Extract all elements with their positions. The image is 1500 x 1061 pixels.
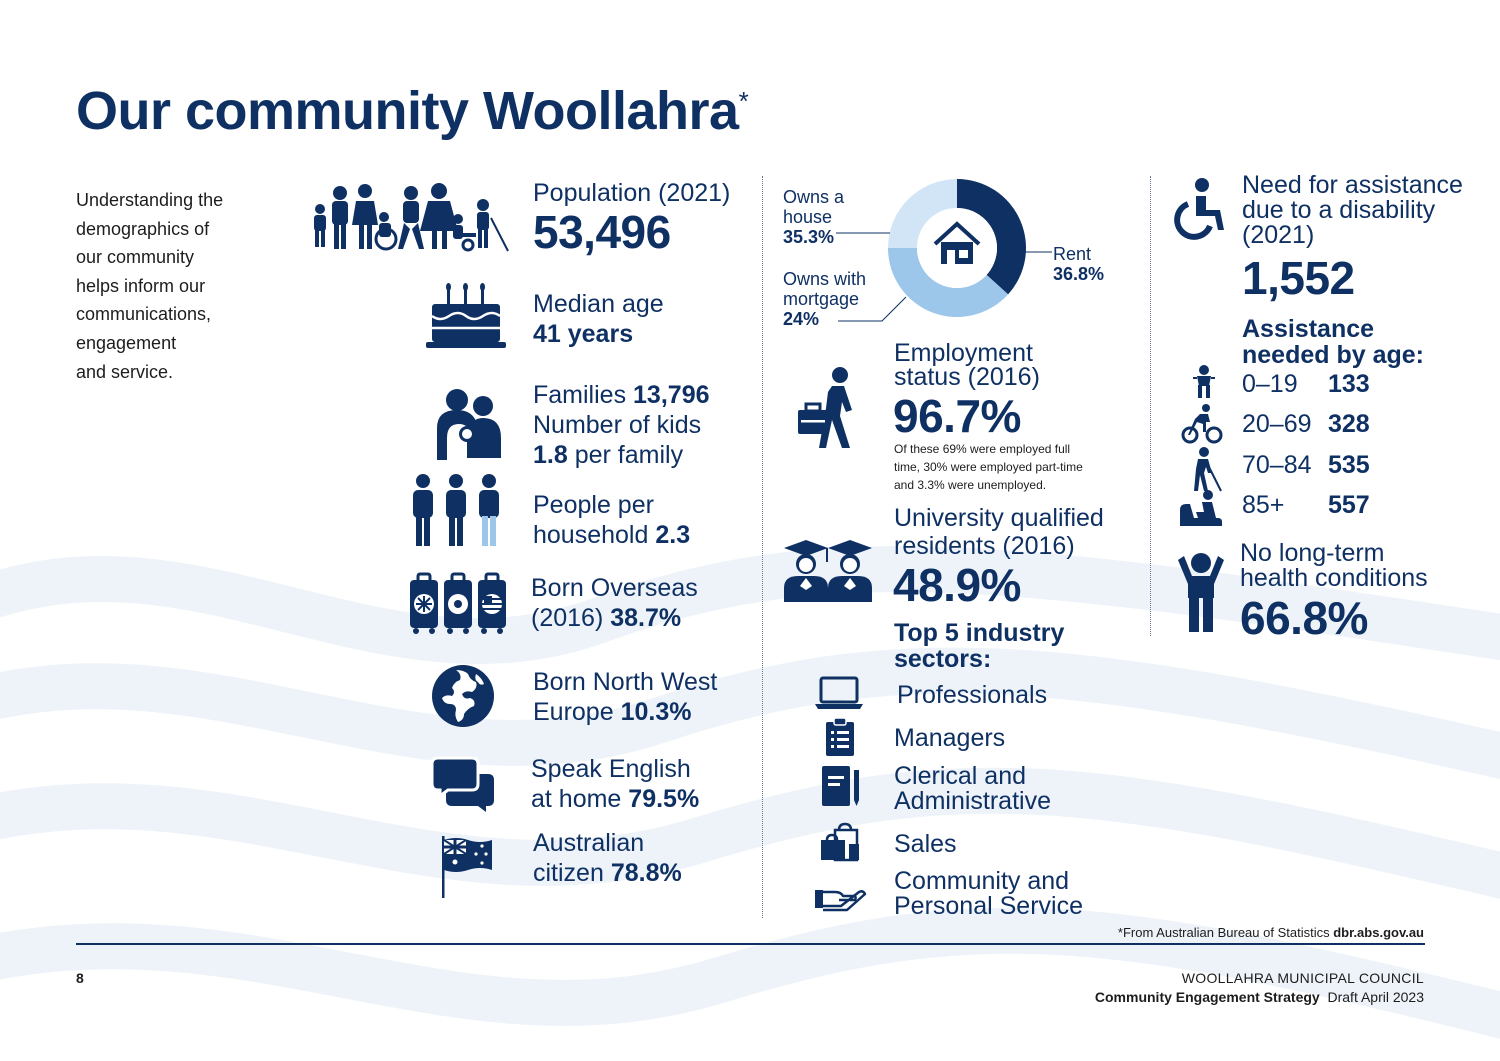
page-title: Our community Woollahra* — [76, 81, 749, 141]
industry-item-sales: Sales — [894, 830, 957, 858]
nwe-row: Europe 10.3% — [533, 698, 692, 726]
source-link[interactable]: dbr.abs.gov.au — [1333, 925, 1424, 940]
shopping-bags-icon — [819, 822, 861, 862]
university-value: 48.9% — [893, 559, 1021, 611]
intro-paragraph: Understanding the demographics of our community helps inform our communications, engagement and service. — [76, 190, 224, 382]
people-group-icon — [308, 183, 513, 253]
column-divider-right — [1150, 176, 1151, 636]
graduates-icon — [782, 538, 874, 602]
helping-hand-icon — [815, 884, 867, 912]
elderly-cane-icon — [1192, 447, 1222, 491]
household-people-icon — [408, 474, 504, 548]
industry-item-managers: Managers — [894, 724, 1006, 752]
industry-item-professionals: Professionals — [897, 681, 1048, 709]
population-value: 53,496 — [533, 206, 671, 258]
australian-flag-icon — [438, 836, 496, 898]
cyclist-icon — [1182, 404, 1222, 444]
disability-label: Need for assistance due to a disability (2021) — [1242, 171, 1463, 249]
notebook-pen-icon — [822, 766, 862, 808]
kids-row: 1.8 per family — [533, 441, 684, 469]
age-row-70-84: 70–84 535 — [1242, 451, 1370, 479]
age-row-85-plus: 85+ 557 — [1242, 491, 1370, 519]
health-label: No long-term health conditions — [1240, 539, 1428, 592]
speech-bubbles-icon — [432, 758, 494, 812]
globe-icon — [430, 664, 496, 728]
armchair-person-icon — [1180, 490, 1222, 528]
page-number: 8 — [76, 970, 84, 986]
citizen-label: Australian — [533, 829, 645, 857]
industry-heading: Top 5 industry sectors: — [894, 619, 1065, 673]
footer-doc: Community Engagement Strategy Draft April 2023 — [1094, 989, 1424, 1005]
mortgage-label: Owns with mortgage 24% — [783, 269, 867, 329]
child-icon — [1193, 365, 1215, 399]
column-divider-left — [762, 176, 763, 918]
nwe-label: Born North West — [533, 668, 718, 696]
birthday-cake-icon — [426, 282, 506, 350]
english-row: at home 79.5% — [531, 785, 700, 813]
healthy-person-icon — [1176, 552, 1226, 634]
suitcases-icon — [408, 574, 512, 634]
laptop-icon — [815, 676, 863, 710]
source-note: *From Australian Bureau of Statistics dbr.abs.gov.au — [1117, 925, 1424, 940]
industry-item-community: Community and Personal Service — [894, 867, 1083, 920]
age-row-0-19: 0–19 133 — [1242, 370, 1370, 398]
university-label: University qualified — [894, 504, 1104, 532]
employment-label: Employment — [894, 339, 1033, 367]
kids-label: Number of kids — [533, 411, 702, 439]
rent-label: Rent 36.8% — [1053, 244, 1105, 284]
university-label-2: residents (2016) — [894, 532, 1075, 560]
health-value: 66.8% — [1240, 592, 1368, 644]
footer-rule — [76, 943, 1425, 945]
english-label: Speak English — [531, 755, 691, 783]
commuter-briefcase-icon — [792, 366, 862, 450]
median-age-label: Median age — [533, 290, 664, 318]
born-overseas-label: Born Overseas — [531, 574, 698, 602]
born-overseas-row: (2016) 38.7% — [531, 604, 682, 632]
household-row: household 2.3 — [533, 521, 691, 549]
employment-note: Of these 69% were employed full time, 30% were employed part-time and 3.3% were unemployed. — [894, 442, 1083, 492]
disability-value: 1,552 — [1242, 252, 1355, 304]
age-row-20-69: 20–69 328 — [1242, 410, 1370, 438]
median-age-value: 41 years — [533, 320, 634, 348]
employment-value: 96.7% — [893, 390, 1021, 442]
population-label: Population (2021) — [533, 179, 731, 207]
owns-house-label: Owns a house 35.3% — [783, 187, 845, 247]
wheelchair-icon — [1170, 176, 1226, 238]
clipboard-checklist-icon — [825, 718, 855, 756]
family-hug-icon — [431, 388, 506, 460]
families-row: Families 13,796 — [533, 381, 710, 409]
employment-label-2: status (2016) — [894, 363, 1040, 391]
assistance-age-heading: Assistance needed by age: — [1242, 315, 1424, 369]
footer-org: WOOLLAHRA MUNICIPAL COUNCIL — [1181, 970, 1424, 986]
citizen-row: citizen 78.8% — [533, 859, 682, 887]
household-label: People per — [533, 491, 654, 519]
industry-item-clerical: Clerical and Administrative — [894, 762, 1051, 815]
